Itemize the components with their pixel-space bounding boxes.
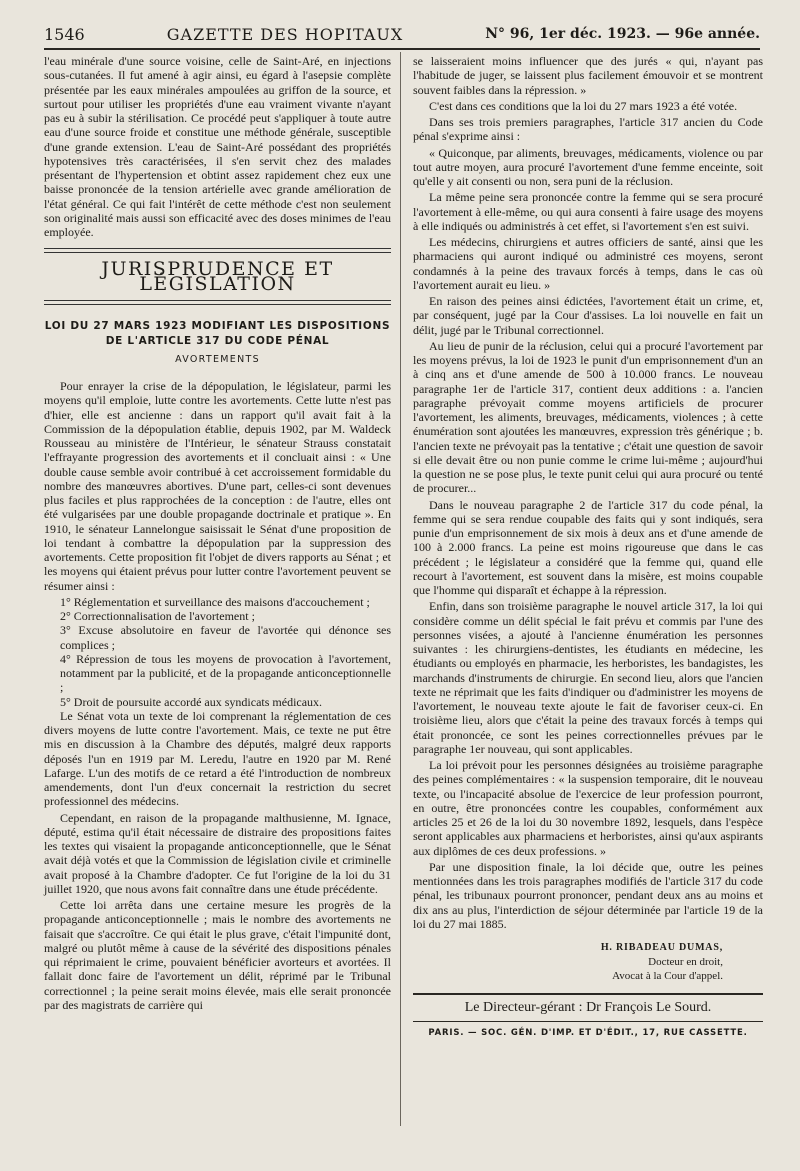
- director-line: Le Directeur-gérant : Dr François Le Sourd.: [464, 1000, 712, 1015]
- author-signature: [413, 941, 763, 983]
- list-item: 2° Correctionnalisation de l'avortement ;: [60, 609, 255, 623]
- quoted-paragraph: La même peine sera prononcée contre la femme qui se sera procuré l'avortement à elle-même, ou qui aura consenti à faire usage des moyens à elle indiqués ou administrés à cet effet, si l'avortement s'en est suivi.: [413, 190, 763, 233]
- intro-paragraph: l'eau minérale d'une source voisine, celle de Saint-Aré, en injections sous-cutanées. Il fut amené à agir ainsi, eu égard à l'asepsie complète présentée par les eaux minérales ampoulées au griffon de la source, et surtout pour utiliser les propriétés d'une eau vraiment vivante n'ayant pas eu à subir la stérilisation. Ce procédé peut s'appliquer à toute autre eau d'une source froide et constitue une méthode générale, susceptible d'une grande extension. L'eau de Saint-Aré possédant des propriétés hypotensives très caractérisées, il s'en servit chez des malades présentant de l'hypertension et obtint assez rapidement chez eux une baisse prononcée de la tension artérielle avec grande amélioration de l'état général. Ce qui fait l'intérêt de cette méthode c'est non seulement son originalité mais aussi son efficacité avec des doses minimes de l'eau employée.: [44, 54, 391, 239]
- article-paragraph: Cependant, en raison de la propagande malthusienne, M. Ignace, député, estima qu'il était nécessaire de distraire des propositions faites les textes qui visaient la propagande anticonceptionnelle, que le Sénat avait déjà votés et que la Commission de législation civile et criminelle avait proposé à la Chambre d'adopter. Ce fut l'origine de la loi du 31 juillet 1920, que nous avons fait connaître dans une étude précédente.: [44, 810, 391, 896]
- article-paragraph: En raison des peines ainsi édictées, l'avortement était un crime, et, par conséquent, jugé par la Cour d'assises. La loi nouvelle en fait un délit, jugé par le Tribunal correctionnel.: [413, 294, 763, 337]
- publication-title: GAZETTE DES HOPITAUX: [166, 24, 404, 44]
- author-title: Avocat à la Cour d'appel.: [612, 970, 723, 982]
- section-title: JURISPRUDENCE ET LÉGISLATION: [101, 258, 334, 295]
- article-paragraph: Dans ses trois premiers paragraphes, l'article 317 ancien du Code pénal s'exprime ainsi :: [413, 115, 763, 144]
- list-item: 5° Droit de poursuite accordé aux syndicats médicaux.: [60, 694, 323, 709]
- article-subhead: AVORTEMENTS: [175, 353, 260, 365]
- author-title: Docteur en droit,: [648, 956, 723, 968]
- article-paragraph: La loi prévoit pour les personnes désignées au troisième paragraphe des peines complémentaires : « la suspension temporaire, dit le nouveau texte, ou l'incapacité absolue de l'exercice de leur profession pourront, en outre, être prononcées contre les coupables, conformément aux articles 25 et 26 de la loi du 30 novembre 1892, lesquels, dans l'espèce seront applicables aux pharmaciens et herboristes, ainsi qu'aux aspirants aux diplômes de ces deux professions. »: [413, 758, 763, 858]
- author-name: H. RIBADEAU DUMAS,: [600, 942, 723, 953]
- list-item: 1° Réglementation et surveillance des maisons d'accouchement ;: [60, 594, 370, 609]
- imprint-line: PARIS. — SOC. GÉN. D'IMP. ET D'ÉDIT., 17, RUE CASSETTE.: [428, 1028, 748, 1039]
- page-header: [44, 20, 760, 50]
- list-item: 4° Répression de tous les moyens de provocation à l'avortement, notamment par la publicité, et de la propagande anticonceptionnelle ;: [60, 651, 391, 695]
- article-paragraph: Au lieu de punir de la réclusion, celui qui a procuré l'avortement par les moyens prévus, la loi de 1923 le punit d'un emprisonnement d'un an à cinq ans et d'une amende de 500 à 10.000 francs. Le nouveau paragraphe 1er de l'article 317, contient deux additions : a. l'ancien paragraphe prévoyait comme moyens artificiels de procurer l'avortement, les aliments, breuvages, médicaments, violences ; à cette énumération sont ajoutées les manœuvres, expression très générique ; b. l'ancien texte ne prévoyait pas la tentative ; c'était une question de savoir si elle devait être ou non punie comme le crime lui-même ; aujourd'hui la question ne se pose plus, le texte punit celui qui aura procuré ou tenté de procurer...: [413, 338, 763, 496]
- article-paragraph: C'est dans ces conditions que la loi du 27 mars 1923 a été votée.: [429, 98, 738, 113]
- article-paragraph: Par une disposition finale, la loi décide que, outre les peines mentionnées dans les trois paragraphes modifiés de l'article 317 du code pénal, les tribunaux pourront prononcer, pendant deux ans au moins et dix ans au plus, l'interdiction de séjour déterminée par l'article 19 de la loi du 27 mai 1885.: [413, 859, 763, 931]
- footer-rule: [413, 1021, 763, 1022]
- article-paragraph: se laisseraient moins influencer que des jurés « qui, n'ayant pas l'habitude de juger, se laissent plus facilement émouvoir et se montrent souvent faibles dans la répression. »: [413, 54, 763, 97]
- page-number: 1546: [44, 24, 85, 44]
- quoted-paragraph: Les médecins, chirurgiens et autres officiers de santé, ainsi que les pharmaciens qui auront indiqué ou administré ces moyens, seront condamnés à la peine des travaux forcés à temps, dans le cas où l'avortement aurait eu lieu. »: [413, 235, 763, 292]
- article-paragraph: Dans le nouveau paragraphe 2 de l'article 317 du code pénal, la femme qui se sera rendue coupable des faits qui y sont indiqués, sera punie d'un emprisonnement de six mois à deux ans et d'une amende de 100 à 2.000 francs. La peine est moins rigoureuse que dans le cas précédent ; le législateur a considéré que la femme qui, quand elle recourt à l'avortement, est souvent dans la misère, est moins coupable que l'homme qui disparaît et échappe à la répression.: [413, 497, 763, 597]
- law-title: LOI DU 27 MARS 1923 MODIFIANT LES DISPOSITIONS DE L'ARTICLE 317 DU CODE PÉNAL: [44, 319, 391, 347]
- quoted-paragraph: « Quiconque, par aliments, breuvages, médicaments, violence ou par tout autre moyen, aura procuré l'avortement d'une femme enceinte, soit qu'elle y ait consenti ou non, sera puni de la réclusion.: [413, 145, 763, 188]
- footer-rule: [413, 993, 763, 995]
- section-rule-bottom: [44, 300, 391, 305]
- article-paragraph: Le Sénat vota un texte de loi comprenant la réglementation de ces divers moyens de lutte contre l'avortement. Mais, ce texte ne put être mis en discussion à la Chambre des députés, malgré deux rapports déposés l'un en 1919 par M. Leredu, l'autre en 1920 par M. René Lafarge. L'un des motifs de ce retard a été l'introduction de nombreux amendements, dont l'un d'eux concernait la restriction du secret professionnel des médecins.: [44, 708, 391, 809]
- list-item: 3° Excuse absolutoire en faveur de l'avortée qui dénonce ses complices ;: [60, 623, 391, 652]
- article-paragraph: Pour enrayer la crise de la dépopulation, le législateur, parmi les moyens qu'il emploie, lutte contre les avortements. Cette lutte n'est pas d'hier, elle est ancienne : dans un rapport qu'il avait fait à la Commission de la dépopulation établie, depuis 1902, par M. Waldeck Rousseau au ministère de l'Intérieur, le sénateur Strauss constatait l'effrayante progression des avortements et il concluait ainsi : « Une double cause semble avoir contribué à cet accroissement formidable du nombre des manœuvres abortives. D'une part, celles-ci sont devenues plus faciles et plus rapprochées de la conception : de l'autre, elles ont été vulgarisées par une double propagande doctrinale et pratique ». En 1910, le sénateur Lannelongue saisissait le Sénat d'une proposition de loi tendant à combattre la dépopulation par la suppression des avortements. Cette proposition fit l'objet de divers rapports au Sénat ; et les moyens qui étaient prévus pour lutter contre l'avortement peuvent se résumer ainsi :: [44, 379, 391, 593]
- column-divider: [400, 52, 401, 1126]
- right-column: [413, 54, 763, 1147]
- article-paragraph: Enfin, dans son troisième paragraphe le nouvel article 317, la loi qui considère comme un délit spécial le fait prévu et commis par l'une des personnes visées, a ajouté à l'ancienne énumération les personnes suivantes : les chirurgiens-dentistes, les étudiants en médecine, les étudiants ou employés en pharmacie, les herboristes, les bandagistes, les marchands d'instruments de chirurgie. En second lieu, alors que l'ancien texte ne réprimait que les faits d'indiquer ou d'administrer les moyens de l'avortement, le nouveau texte ajoute le fait de favoriser ceux-ci. En troisième lieu, alors que c'était la peine des travaux forcés à temps qui était prononcée, ce sont les peines correctionnelles prévues par le paragraphe 1er nouveau, qui sont applicables.: [413, 599, 763, 756]
- section-rule: [44, 248, 391, 253]
- issue-info: N° 96, 1er déc. 1923. — 96e année.: [485, 26, 760, 42]
- left-column: [44, 54, 391, 1147]
- article-paragraph: Cette loi arrêta dans une certaine mesure les progrès de la propagande anticonceptionnelle ; mais le nombre des avortements ne faisait que s'accroître. Ce qui était le plus grave, c'était l'impunité dont, malgré ou plutôt même à cause de la sévérité des dispositions pénales qui réprimaient le crime, pouvaient bénéficier avorteurs et avortées. Il fallait donc faire de l'avortement un délit, réprimé par le Tribunal correctionnel ; la peine serait moins élevée, mais elle serait prononcée par des magistrats de carrière qui: [44, 898, 391, 1012]
